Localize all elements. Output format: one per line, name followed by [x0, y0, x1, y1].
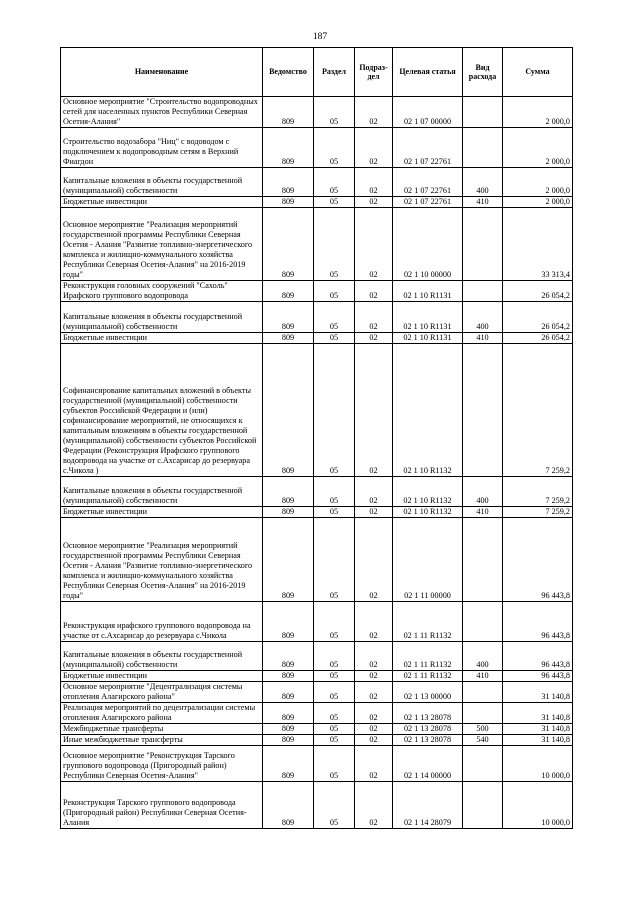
cell-name: Капитальные вложения в объекты государственной (муниципальной) собственности — [61, 477, 263, 507]
header-expense-type: Вид расхода — [463, 48, 503, 97]
cell-expense-type — [463, 344, 503, 477]
cell-section: 05 — [314, 128, 355, 168]
cell-subsection: 02 — [355, 507, 393, 518]
cell-amount: 2 000,0 — [503, 168, 573, 197]
cell-expense-type: 410 — [463, 333, 503, 344]
cell-expense-type: 500 — [463, 724, 503, 735]
cell-name: Бюджетные инвестиции — [61, 197, 263, 208]
cell-name: Основное мероприятие "Реализация мероприятий государственной программы Республики Северная Осетия - Алания "Развитие топливно-энергетического комплекса и жилищно-коммунального хозяйства Республики Северная Осетия-Алания" на 2016-2019 годы" — [61, 518, 263, 602]
table-row — [61, 477, 573, 507]
cell-section: 05 — [314, 208, 355, 281]
cell-target: 02 1 13 00000 — [393, 682, 463, 703]
cell-department: 809 — [263, 128, 314, 168]
cell-subsection: 02 — [355, 281, 393, 302]
cell-section: 05 — [314, 281, 355, 302]
cell-department: 809 — [263, 507, 314, 518]
cell-name: Реализация мероприятий по децентрализации системы отопления Алагирского района — [61, 703, 263, 724]
cell-subsection: 02 — [355, 333, 393, 344]
cell-name: Строительство водозабора "Ниц" с водоводом с подключением к водопроводным сетям в Верхний Фиагдон — [61, 128, 263, 168]
cell-expense-type: 400 — [463, 302, 503, 333]
cell-subsection: 02 — [355, 602, 393, 642]
cell-name: Капитальные вложения в объекты государственной (муниципальной) собственности — [61, 642, 263, 671]
cell-expense-type: 400 — [463, 168, 503, 197]
table-row — [61, 97, 573, 128]
cell-subsection: 02 — [355, 724, 393, 735]
cell-name: Бюджетные инвестиции — [61, 671, 263, 682]
cell-expense-type — [463, 97, 503, 128]
cell-section: 05 — [314, 735, 355, 746]
cell-expense-type — [463, 703, 503, 724]
cell-section: 05 — [314, 97, 355, 128]
cell-expense-type — [463, 518, 503, 602]
cell-subsection: 02 — [355, 128, 393, 168]
cell-target: 02 1 10 R1132 — [393, 344, 463, 477]
cell-expense-type — [463, 682, 503, 703]
table-row — [61, 344, 573, 477]
cell-section: 05 — [314, 302, 355, 333]
cell-name: Иные межбюджетные трансферты — [61, 735, 263, 746]
cell-amount: 96 443,8 — [503, 602, 573, 642]
header-section: Раздел — [314, 48, 355, 97]
table-row — [61, 602, 573, 642]
cell-department: 809 — [263, 97, 314, 128]
cell-section: 05 — [314, 746, 355, 782]
cell-expense-type — [463, 746, 503, 782]
cell-name: Основное мероприятие "Реконструкция Тарского группового водопровода (Пригородный район) Республики Северная Осетия-Алания" — [61, 746, 263, 782]
cell-section: 05 — [314, 197, 355, 208]
cell-target: 02 1 07 22761 — [393, 128, 463, 168]
header-name: Наименование — [61, 48, 263, 97]
header-subsection: Подраз-дел — [355, 48, 393, 97]
cell-target: 02 1 10 R1131 — [393, 302, 463, 333]
cell-expense-type — [463, 782, 503, 829]
cell-section: 05 — [314, 682, 355, 703]
cell-department: 809 — [263, 168, 314, 197]
cell-section: 05 — [314, 518, 355, 602]
cell-target: 02 1 10 R1131 — [393, 333, 463, 344]
cell-subsection: 02 — [355, 477, 393, 507]
cell-amount: 2 000,0 — [503, 128, 573, 168]
cell-target: 02 1 10 R1132 — [393, 507, 463, 518]
cell-target: 02 1 07 22761 — [393, 168, 463, 197]
budget-table — [60, 47, 573, 829]
cell-target: 02 1 14 00000 — [393, 746, 463, 782]
cell-department: 809 — [263, 671, 314, 682]
cell-target: 02 1 13 28078 — [393, 735, 463, 746]
cell-section: 05 — [314, 344, 355, 477]
cell-subsection: 02 — [355, 97, 393, 128]
cell-amount: 2 000,0 — [503, 97, 573, 128]
cell-amount: 26 054,2 — [503, 281, 573, 302]
table-row — [61, 671, 573, 682]
cell-department: 809 — [263, 735, 314, 746]
cell-subsection: 02 — [355, 518, 393, 602]
cell-department: 809 — [263, 703, 314, 724]
cell-expense-type: 410 — [463, 507, 503, 518]
cell-section: 05 — [314, 642, 355, 671]
cell-subsection: 02 — [355, 703, 393, 724]
cell-section: 05 — [314, 507, 355, 518]
table-row — [61, 197, 573, 208]
table-row — [61, 518, 573, 602]
cell-section: 05 — [314, 782, 355, 829]
cell-name: Капитальные вложения в объекты государственной (муниципальной) собственности — [61, 302, 263, 333]
cell-section: 05 — [314, 168, 355, 197]
cell-expense-type — [463, 128, 503, 168]
cell-amount: 10 000,0 — [503, 746, 573, 782]
cell-target: 02 1 07 00000 — [393, 97, 463, 128]
cell-name: Реконструкция ирафского группового водопровода на участке от с.Ахсарисар до резервуара с.Чикола — [61, 602, 263, 642]
cell-subsection: 02 — [355, 302, 393, 333]
cell-amount: 7 259,2 — [503, 507, 573, 518]
cell-amount: 26 054,2 — [503, 302, 573, 333]
header-department: Ведомство — [263, 48, 314, 97]
cell-section: 05 — [314, 671, 355, 682]
cell-department: 809 — [263, 333, 314, 344]
cell-amount: 96 443,8 — [503, 642, 573, 671]
cell-department: 809 — [263, 724, 314, 735]
cell-subsection: 02 — [355, 782, 393, 829]
cell-amount: 31 140,8 — [503, 682, 573, 703]
cell-department: 809 — [263, 477, 314, 507]
cell-expense-type: 400 — [463, 642, 503, 671]
cell-department: 809 — [263, 302, 314, 333]
cell-subsection: 02 — [355, 746, 393, 782]
cell-amount: 33 313,4 — [503, 208, 573, 281]
cell-expense-type — [463, 281, 503, 302]
cell-target: 02 1 11 R1132 — [393, 602, 463, 642]
cell-section: 05 — [314, 477, 355, 507]
cell-target: 02 1 11 00000 — [393, 518, 463, 602]
cell-department: 809 — [263, 746, 314, 782]
cell-section: 05 — [314, 703, 355, 724]
cell-target: 02 1 07 22761 — [393, 197, 463, 208]
cell-amount: 31 140,8 — [503, 724, 573, 735]
header-amount: Сумма — [503, 48, 573, 97]
cell-department: 809 — [263, 642, 314, 671]
cell-name: Капитальные вложения в объекты государственной (муниципальной) собственности — [61, 168, 263, 197]
cell-name: Реконструкция Тарского группового водопровода (Пригородный район) Республики Северная Осетия-Алания — [61, 782, 263, 829]
cell-target: 02 1 10 00000 — [393, 208, 463, 281]
cell-expense-type: 400 — [463, 477, 503, 507]
cell-subsection: 02 — [355, 208, 393, 281]
cell-target: 02 1 13 28078 — [393, 724, 463, 735]
table-row — [61, 128, 573, 168]
cell-expense-type: 410 — [463, 197, 503, 208]
cell-department: 809 — [263, 602, 314, 642]
table-row — [61, 302, 573, 333]
cell-name: Основное мероприятие "Строительство водопроводных сетей для населенных пунктов Республики Северная Осетия-Алания" — [61, 97, 263, 128]
cell-target: 02 1 11 R1132 — [393, 671, 463, 682]
table-row — [61, 682, 573, 703]
table-header-row — [61, 48, 573, 97]
cell-expense-type: 540 — [463, 735, 503, 746]
table-row — [61, 735, 573, 746]
cell-name: Межбюджетные трансферты — [61, 724, 263, 735]
cell-target: 02 1 11 R1132 — [393, 642, 463, 671]
cell-subsection: 02 — [355, 671, 393, 682]
cell-amount: 96 443,8 — [503, 671, 573, 682]
cell-target: 02 1 10 R1131 — [393, 281, 463, 302]
cell-amount: 7 259,2 — [503, 344, 573, 477]
cell-target: 02 1 13 28078 — [393, 703, 463, 724]
table-row — [61, 724, 573, 735]
cell-name: Основное мероприятие "Децентрализация системы отопления Алагирского района" — [61, 682, 263, 703]
cell-name: Основное мероприятие "Реализация мероприятий государственной программы Республики Северная Осетия - Алания "Развитие топливно-энергетического комплекса и жилищно-коммунального хозяйства Республики Северная Осетия-Алания" на 2016-2019 годы" — [61, 208, 263, 281]
cell-target: 02 1 14 28079 — [393, 782, 463, 829]
cell-expense-type — [463, 602, 503, 642]
cell-department: 809 — [263, 281, 314, 302]
cell-name: Бюджетные инвестиции — [61, 507, 263, 518]
cell-subsection: 02 — [355, 168, 393, 197]
table-row — [61, 703, 573, 724]
cell-amount: 31 140,8 — [503, 735, 573, 746]
cell-subsection: 02 — [355, 197, 393, 208]
cell-subsection: 02 — [355, 682, 393, 703]
cell-subsection: 02 — [355, 642, 393, 671]
cell-expense-type — [463, 208, 503, 281]
cell-department: 809 — [263, 782, 314, 829]
cell-target: 02 1 10 R1132 — [393, 477, 463, 507]
cell-section: 05 — [314, 333, 355, 344]
cell-department: 809 — [263, 682, 314, 703]
cell-expense-type: 410 — [463, 671, 503, 682]
cell-amount: 10 000,0 — [503, 782, 573, 829]
cell-amount: 2 000,0 — [503, 197, 573, 208]
table-row — [61, 333, 573, 344]
table-row — [61, 281, 573, 302]
table-row — [61, 208, 573, 281]
cell-department: 809 — [263, 208, 314, 281]
page-number: 187 — [312, 32, 328, 42]
cell-amount: 26 054,2 — [503, 333, 573, 344]
cell-name: Бюджетные инвестиции — [61, 333, 263, 344]
cell-name: Софинансирование капитальных вложений в объекты государственной (муниципальной) собственности субъектов Российской Федерации и (или) софинансирование мероприятий, не относящихся к капитальным вложениям в объекты государственной (муниципальной) собственности субъектов Российской Федерации (Реконструкция Ирафского группового водопровода на участке от с.Ахсарисар до резервуара с.Чикола ) — [61, 344, 263, 477]
cell-amount: 7 259,2 — [503, 477, 573, 507]
cell-name: Реконструкция головных сооружений "Сахоль" Ирафского группового водопровода — [61, 281, 263, 302]
cell-section: 05 — [314, 724, 355, 735]
table-row — [61, 642, 573, 671]
cell-amount: 31 140,8 — [503, 703, 573, 724]
table-row — [61, 782, 573, 829]
cell-department: 809 — [263, 344, 314, 477]
header-target: Целевая статья — [393, 48, 463, 97]
cell-department: 809 — [263, 518, 314, 602]
table-row — [61, 507, 573, 518]
cell-section: 05 — [314, 602, 355, 642]
cell-department: 809 — [263, 197, 314, 208]
table-row — [61, 168, 573, 197]
cell-subsection: 02 — [355, 735, 393, 746]
cell-amount: 96 443,8 — [503, 518, 573, 602]
cell-subsection: 02 — [355, 344, 393, 477]
table-row — [61, 746, 573, 782]
